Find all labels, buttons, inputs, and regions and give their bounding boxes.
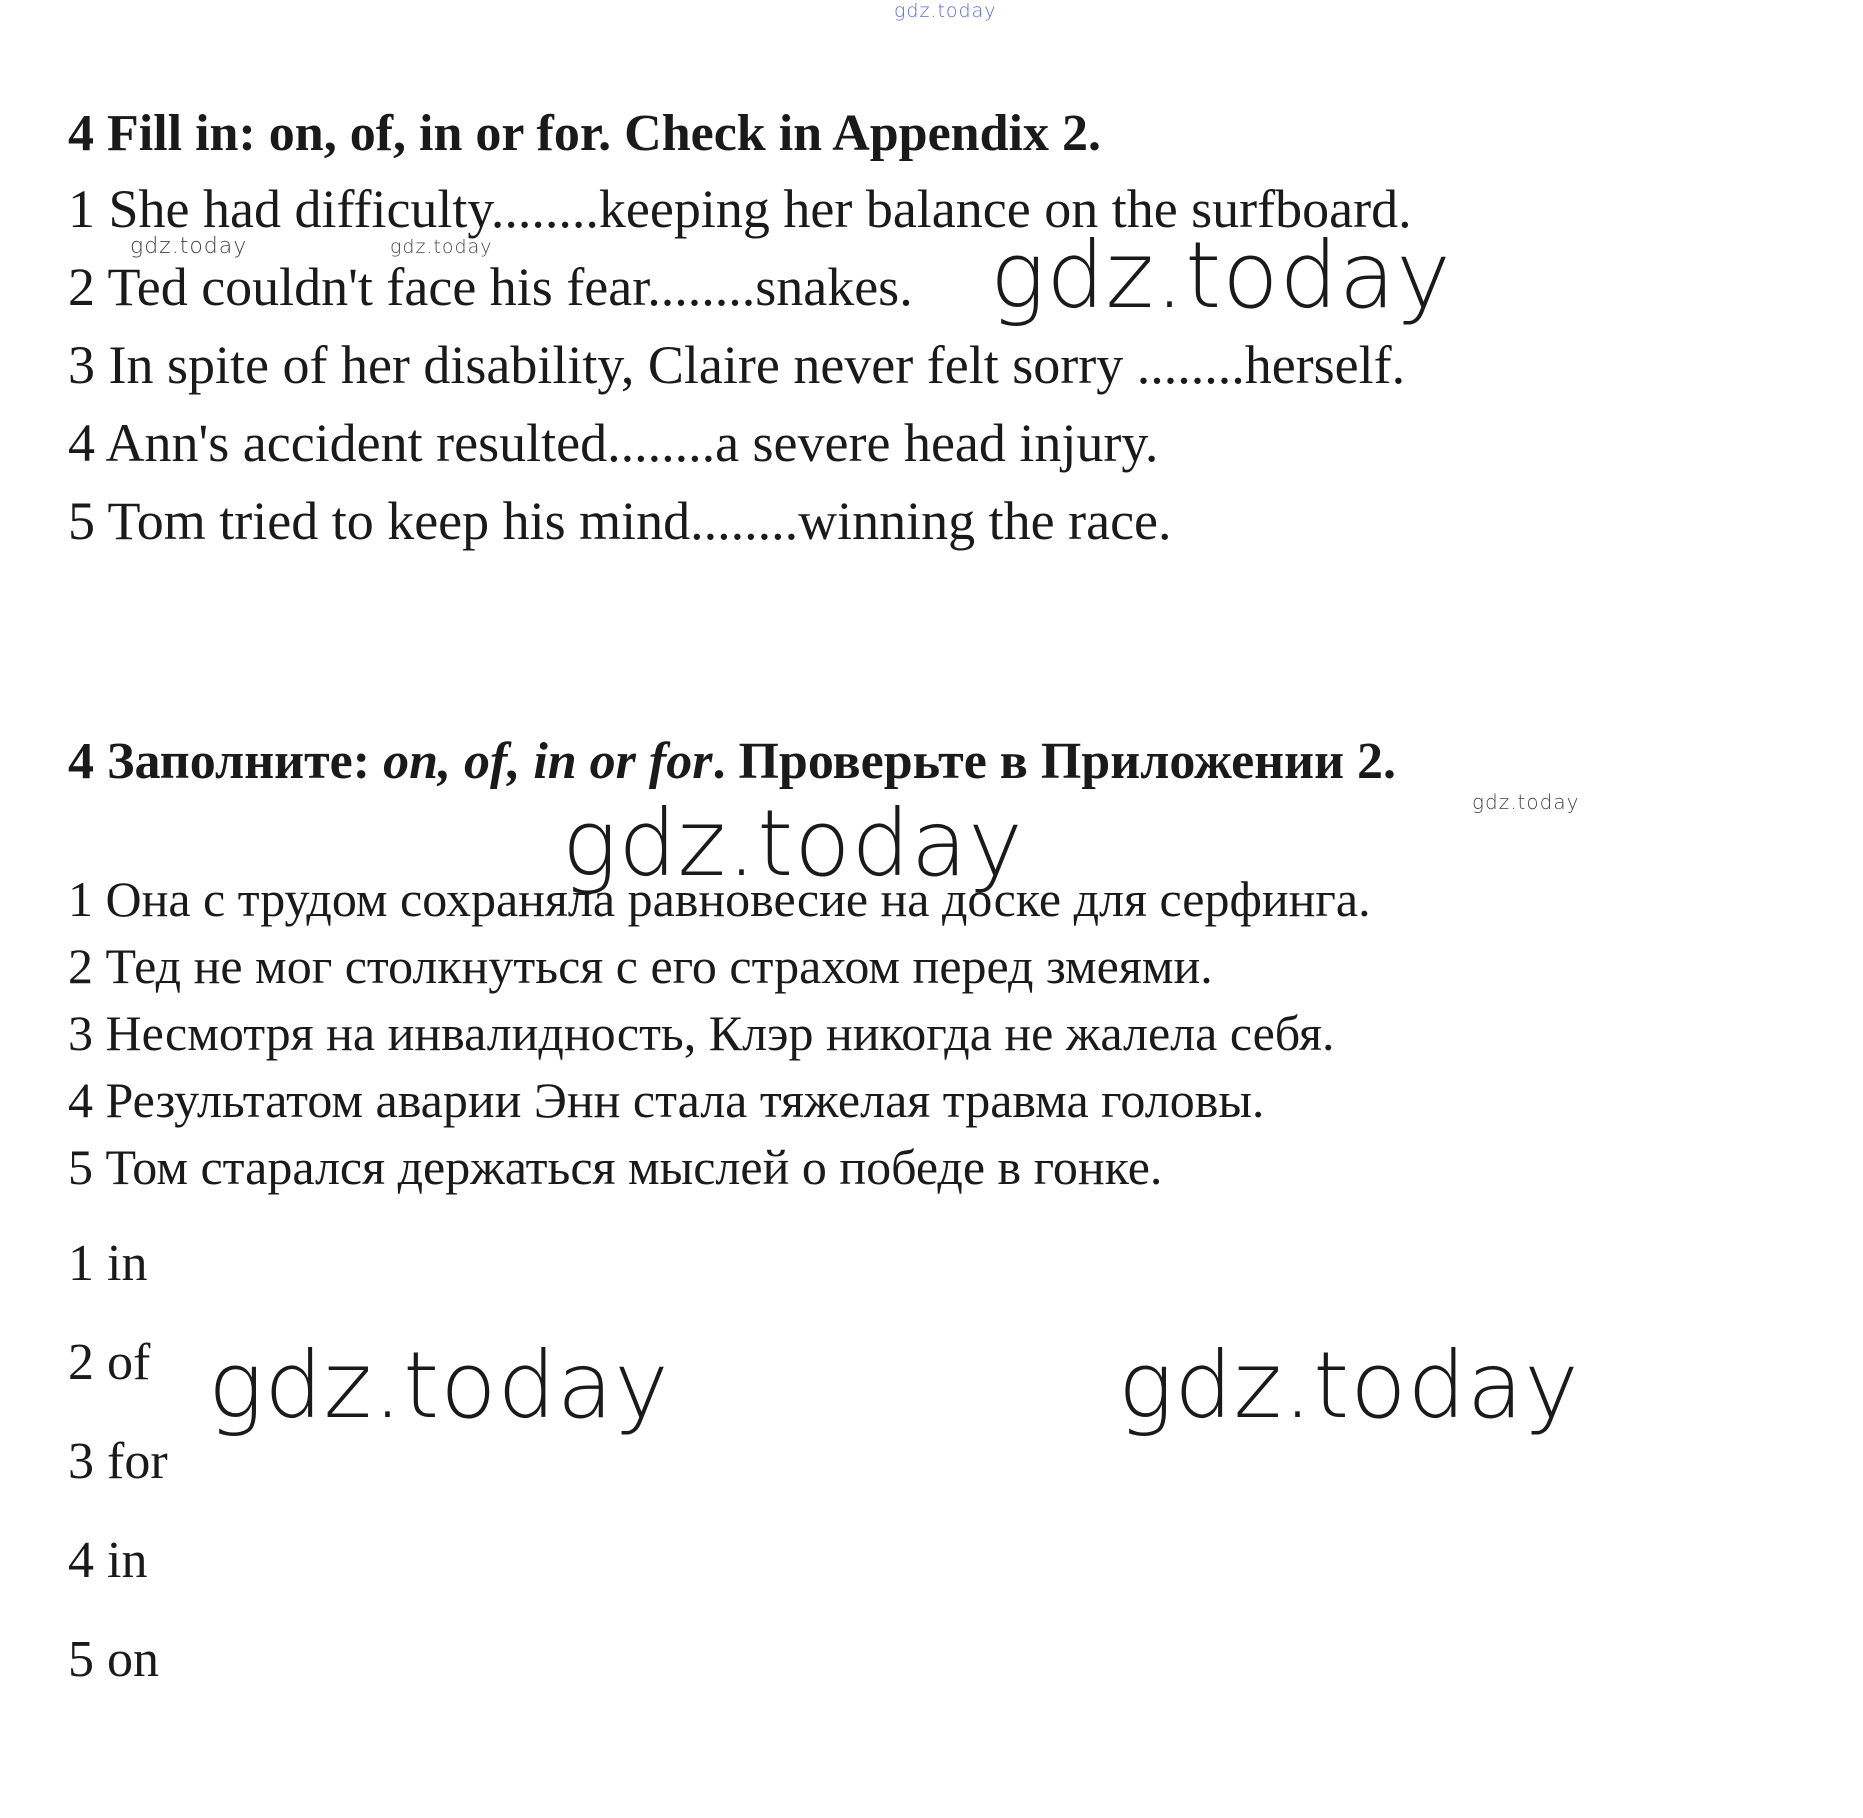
sentence-ru-4: 4 Результатом аварии Энн стала тяжелая травма головы. xyxy=(68,1072,1265,1128)
watermark-small: gdz.today xyxy=(130,234,248,259)
watermark-top: gdz.today xyxy=(894,0,997,22)
heading-ru-prefix: 4 Заполните: xyxy=(68,733,384,790)
watermark-big: gdz.today xyxy=(1118,1332,1580,1439)
heading-ru-italic: on, of, in or for xyxy=(383,733,713,790)
sentence-ru-3: 3 Несмотря на инвалидность, Клэр никогда не жалела себя. xyxy=(68,1005,1335,1061)
answer-2: 2 of xyxy=(68,1334,151,1391)
exercise-heading-ru xyxy=(68,733,1397,790)
sentence-ru-2: 2 Тед не мог столкнуться с его страхом перед змеями. xyxy=(68,938,1213,994)
heading-ru-suffix: . Проверьте в Приложении 2. xyxy=(712,733,1397,790)
sentence-en-5: 5 Tom tried to keep his mind........winning the race. xyxy=(68,491,1172,551)
answer-4: 4 in xyxy=(68,1532,148,1589)
watermark-big: gdz.today xyxy=(562,790,1024,897)
sentence-ru-1: 1 Она с трудом сохраняла равновесие на доске для серфинга. xyxy=(68,871,1371,927)
answer-1: 1 in xyxy=(68,1235,148,1292)
sentence-en-2: 2 Ted couldn't face his fear........snakes. xyxy=(68,257,913,317)
watermark-big: gdz.today xyxy=(208,1332,670,1439)
answer-3: 3 for xyxy=(68,1433,168,1490)
watermark-small: gdz.today xyxy=(1472,790,1580,814)
answer-5: 5 on xyxy=(68,1631,159,1688)
sentence-en-1: 1 She had difficulty........keeping her balance on the surfboard. xyxy=(68,179,1412,239)
exercise-heading-en: 4 Fill in: on, of, in or for. Check in Appendix 2. xyxy=(68,105,1101,162)
sentence-en-4: 4 Ann's accident resulted........a severe head injury. xyxy=(68,413,1159,473)
watermark-big: gdz.today xyxy=(990,222,1452,329)
sentence-en-3: 3 In spite of her disability, Claire never felt sorry ........herself. xyxy=(68,335,1406,395)
sentence-ru-5: 5 Том старался держаться мыслей о победе в гонке. xyxy=(68,1139,1163,1195)
watermark-small: gdz.today xyxy=(390,236,493,258)
